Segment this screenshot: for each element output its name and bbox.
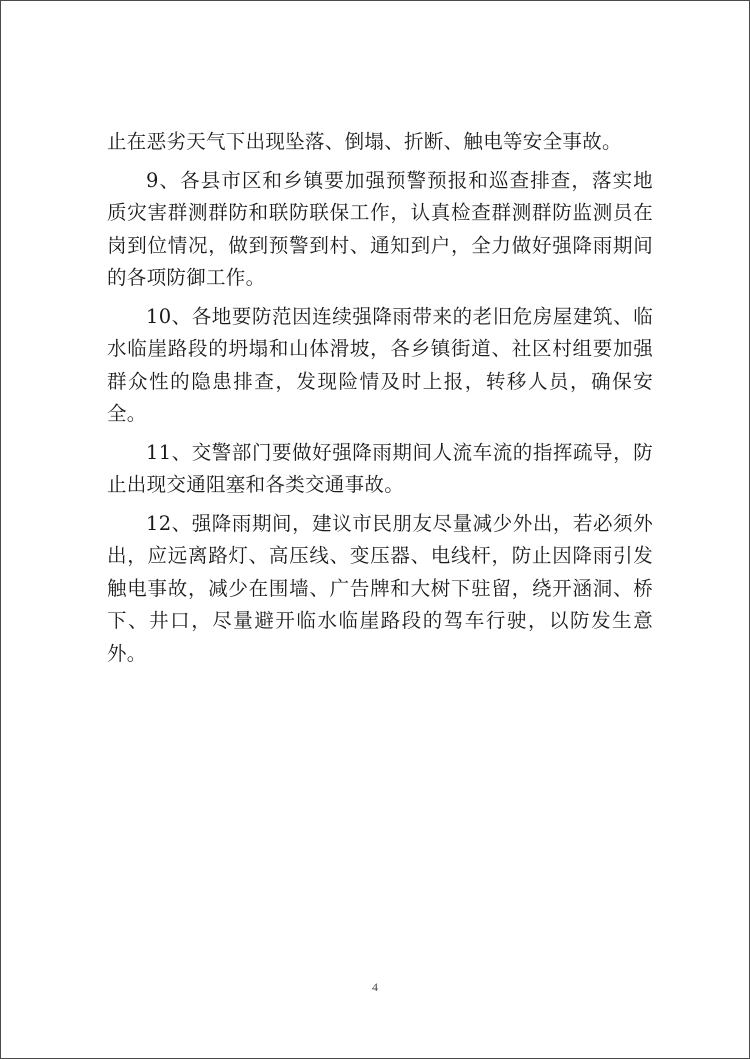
paragraph-item-10: 10、各地要防范因连续强降雨带来的老旧危房屋建筑、临水临崖路段的坍塌和山体滑坡，各乡镇街道、社区村组要加强群众性的隐患排查，发现险情及时上报，转移人员，确保安全。 [107,304,653,425]
page-number: 4 [372,980,378,994]
document-body [107,126,653,676]
paragraph-continuation: 止在恶劣天气下出现坠落、倒塌、折断、触电等安全事故。 [107,130,622,153]
paragraph-item-12: 12、强降雨期间，建议市民朋友尽量减少外出，若必须外出，应远离路灯、高压线、变压器、电线杆，防止因降雨引发触电事故，减少在围墙、广告牌和大树下驻留，绕开涵洞、桥下、井口，尽量避开临水临崖路段的驾车行驶，以防发生意外。 [107,511,653,665]
paragraph-item-9: 9、各县市区和乡镇要加强预警预报和巡查排查，落实地质灾害群测群防和联防联保工作，认真检查群测群防监测员在岗到位情况，做到预警到村、通知到户，全力做好强降雨期间的各项防御工作。 [107,168,653,289]
paragraph-item-11: 11、交警部门要做好强降雨期间人流车流的指挥疏导，防止出现交通阻塞和各类交通事故。 [107,440,653,496]
